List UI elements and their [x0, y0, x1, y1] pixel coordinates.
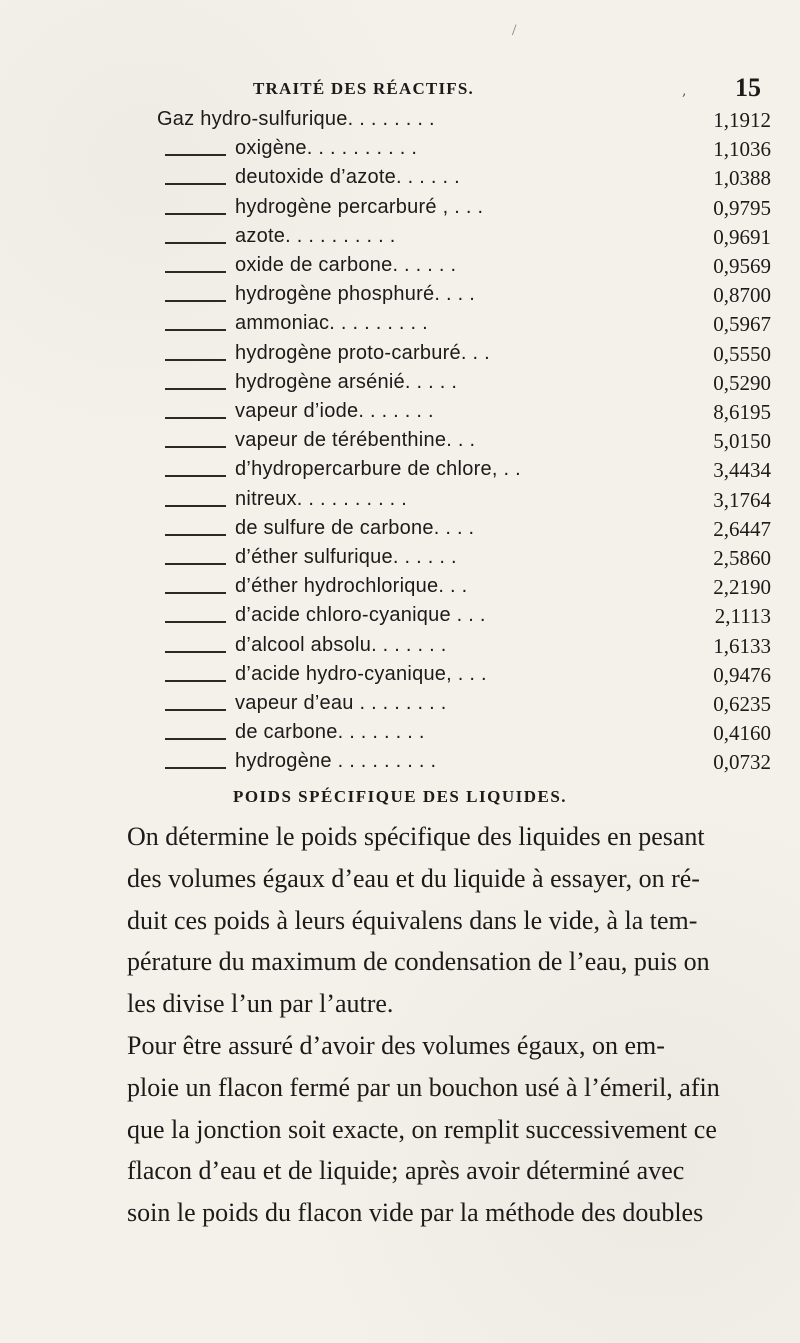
table-row — [0, 283, 800, 311]
table-row — [0, 604, 800, 632]
density-value: 2,1113 — [714, 604, 771, 629]
table-row — [0, 575, 800, 603]
gas-name: hydrogène phosphuré. . . . — [235, 283, 475, 306]
text-line: duit ces poids à leurs équivalens dans le vide, à la tem- — [127, 905, 698, 935]
gas-name: vapeur de térébenthine. . . — [235, 429, 476, 452]
table-row — [0, 692, 800, 720]
ditto-rule — [165, 417, 226, 419]
ditto-rule — [165, 213, 226, 215]
density-value: 2,5860 — [713, 546, 771, 570]
density-value: 0,9691 — [713, 224, 771, 249]
table-row — [0, 108, 800, 136]
density-value: 0,4160 — [713, 721, 771, 746]
ditto-rule — [165, 651, 226, 653]
ditto-rule — [165, 300, 226, 302]
gas-name: hydrogène . . . . . . . . . — [235, 750, 437, 773]
density-value: 1,1912 — [713, 108, 771, 132]
gas-name: d’acide hydro-cyanique, . . . — [235, 662, 487, 685]
ditto-rule — [165, 446, 226, 448]
table-row — [0, 488, 800, 516]
ditto-rule — [165, 680, 226, 682]
ditto-rule — [165, 329, 226, 331]
gas-name: d’éther sulfurique. . . . . . — [235, 546, 457, 568]
gas-name: vapeur d’iode. . . . . . . — [235, 400, 434, 422]
density-value: 0,9476 — [713, 662, 771, 687]
text-line: soin le poids du flacon vide par la méthode des doubles — [127, 1198, 704, 1228]
ditto-rule — [165, 359, 226, 361]
gas-name: hydrogène percarburé , . . . — [235, 195, 484, 218]
gas-name: d’éther hydrochlorique. . . — [235, 575, 468, 598]
gas-name: Gaz hydro-sulfurique. . . . . . . . — [157, 108, 435, 130]
density-value: 1,0388 — [713, 166, 771, 191]
table-row — [0, 750, 800, 778]
density-value: 0,9569 — [713, 254, 771, 278]
table-row — [0, 400, 800, 428]
ditto-rule — [165, 563, 226, 565]
density-value: 8,6195 — [713, 400, 771, 424]
table-row — [0, 225, 800, 253]
gas-name: ammoniac. . . . . . . . . — [235, 312, 428, 335]
table-row — [0, 721, 800, 749]
paragraph — [127, 816, 773, 1025]
ditto-rule — [165, 534, 226, 536]
ditto-rule — [165, 592, 226, 594]
density-value: 0,0732 — [713, 750, 771, 775]
ditto-rule — [165, 621, 226, 623]
table-row — [0, 312, 800, 340]
gas-name: vapeur d’eau . . . . . . . . — [235, 692, 447, 714]
density-value: 0,9795 — [713, 195, 771, 220]
page-number: 15 — [735, 73, 761, 102]
gas-name: oxide de carbone. . . . . . — [235, 254, 457, 276]
density-value: 1,6133 — [713, 633, 771, 658]
density-value: 3,1764 — [713, 487, 771, 512]
density-value: 3,4434 — [713, 458, 771, 483]
table-row — [0, 546, 800, 574]
table-row — [0, 517, 800, 545]
text-line: que la jonction soit exacte, on remplit successivement ce — [127, 1114, 717, 1144]
table-row — [0, 458, 800, 486]
table-row — [0, 371, 800, 399]
ditto-rule — [165, 154, 226, 156]
gas-name: de sulfure de carbone. . . . — [235, 516, 475, 539]
density-value: 0,6235 — [713, 692, 771, 716]
paragraph — [127, 1025, 773, 1234]
page-header — [0, 73, 800, 103]
text-line: pérature du maximum de condensation de l’eau, puis on — [127, 947, 710, 977]
table-row — [0, 254, 800, 282]
text-line: On détermine le poids spécifique des liquides en pesant — [127, 822, 705, 851]
body-text — [127, 816, 773, 1234]
gas-name: hydrogène arsénié. . . . . — [235, 370, 458, 393]
density-value: 1,1036 — [713, 137, 771, 162]
density-value: 0,5550 — [713, 341, 771, 366]
gas-name: nitreux. . . . . . . . . . — [235, 487, 408, 510]
gas-name: hydrogène proto-carburé. . . — [235, 341, 490, 364]
ditto-rule — [165, 505, 226, 507]
gas-name: oxigène. . . . . . . . . . — [235, 137, 418, 160]
ditto-rule — [165, 738, 226, 740]
running-title: TRAITÉ DES RÉACTIFS. — [253, 79, 474, 98]
ditto-rule — [165, 242, 226, 244]
table-row — [0, 342, 800, 370]
text-line: Pour être assuré d’avoir des volumes égaux, on em- — [127, 1030, 665, 1060]
ditto-rule — [165, 388, 226, 390]
table-row — [0, 634, 800, 662]
table-row — [0, 196, 800, 224]
ditto-rule — [165, 767, 226, 769]
gas-name: deutoxide d’azote. . . . . . — [235, 166, 460, 189]
density-value: 2,6447 — [713, 516, 771, 541]
text-line: flacon d’eau et de liquide; après avoir déterminé avec — [127, 1156, 685, 1186]
gas-name: d’alcool absolu. . . . . . . — [235, 633, 447, 656]
table-row — [0, 166, 800, 194]
text-line: des volumes égaux d’eau et du liquide à essayer, on ré- — [127, 863, 700, 893]
density-value: 2,2190 — [713, 575, 771, 600]
gas-name: d’hydropercarbure de chlore, . . — [235, 458, 521, 481]
density-value: 0,5290 — [713, 370, 771, 395]
table-row — [0, 663, 800, 691]
density-value: 0,5967 — [713, 312, 771, 337]
top-mark: / — [512, 22, 517, 39]
text-line: ploie un flacon fermé par un bouchon usé à l’émeril, afin — [127, 1072, 720, 1102]
header-mark: , — [682, 83, 687, 99]
gas-name: azote. . . . . . . . . . — [235, 224, 396, 247]
gas-name: d’acide chloro-cyanique . . . — [235, 604, 486, 627]
table-row — [0, 429, 800, 457]
ditto-rule — [165, 709, 226, 711]
text-line: les divise l’un par l’autre. — [127, 989, 394, 1019]
section-title: POIDS SPÉCIFIQUE DES LIQUIDES. — [232, 787, 568, 806]
ditto-rule — [165, 183, 226, 185]
density-value: 0,8700 — [713, 283, 771, 308]
ditto-rule — [165, 271, 226, 273]
gas-name: de carbone. . . . . . . . — [235, 721, 425, 744]
table-row — [0, 137, 800, 165]
ditto-rule — [165, 475, 226, 477]
density-value: 5,0150 — [713, 429, 771, 454]
